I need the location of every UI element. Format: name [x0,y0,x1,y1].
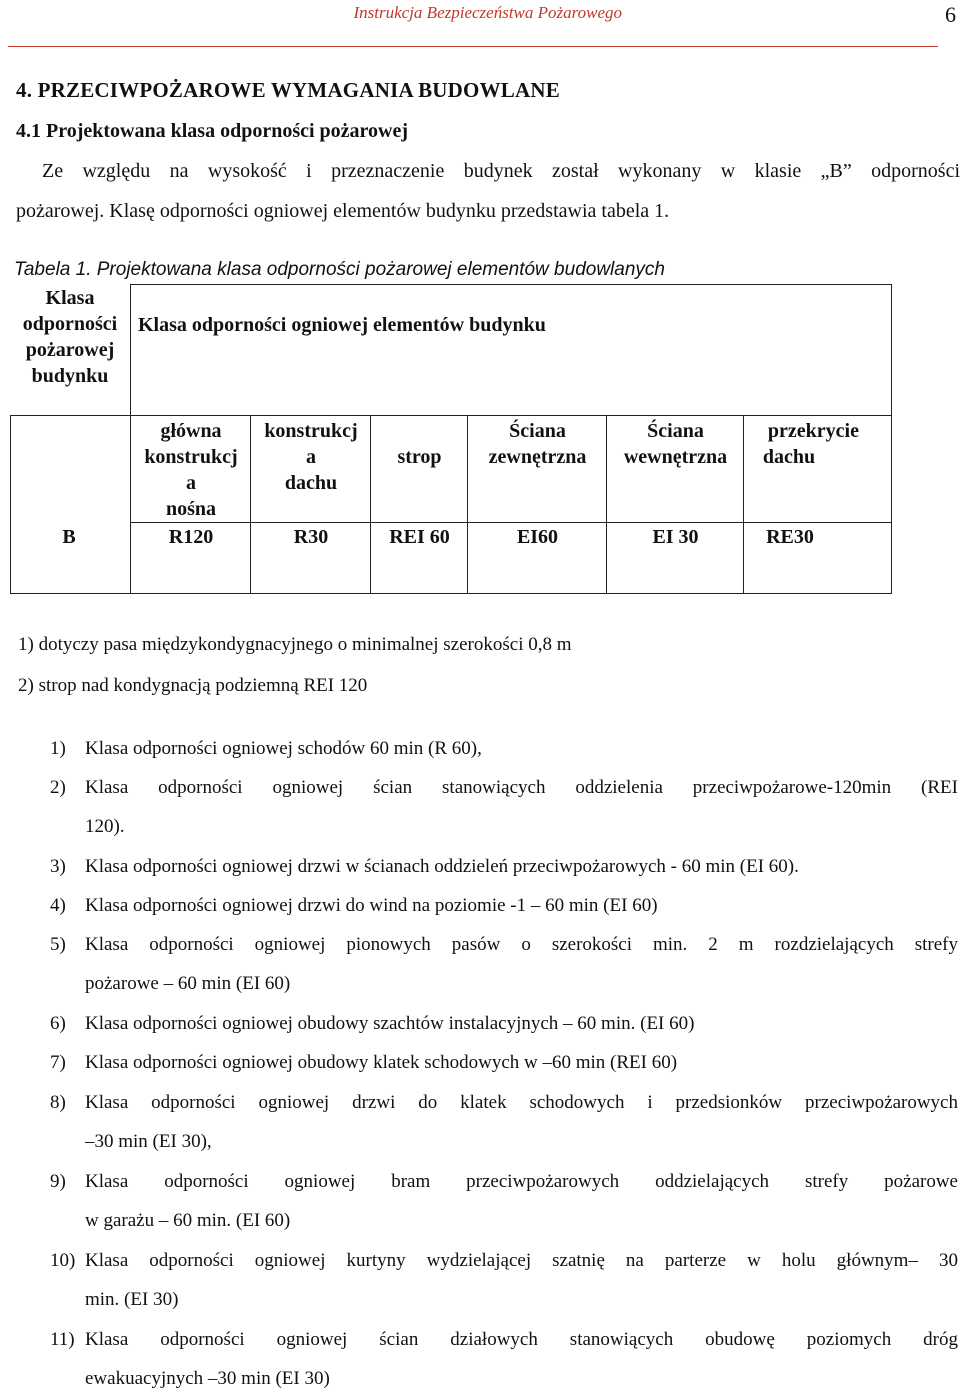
list-number: 4) [50,895,66,916]
list-line: Klasa odporności ogniowej obudowy szachtów instalacyjnych – 60 min. (EI 60) [85,1013,695,1034]
page-number: 6 [945,2,956,27]
list-line: Klasa odporności ogniowej pionowych pasów o szerokości min. 2 m rozdzielających strefy [85,934,958,955]
table-cell: RE30 [766,526,814,548]
page-header [0,0,960,52]
list-item-text [85,1083,958,1161]
column-header-ceiling [372,444,467,470]
table-footnote-1: 1) dotyczy pasa międzykondygnacyjnego o minimalnej szerokości 0,8 m [18,634,572,655]
list-line: pożarowe – 60 min (EI 60) [85,973,291,994]
table-footnote-2: 2) strop nad kondygnacją podziemną REI 120 [18,675,368,696]
header-line: odporności [22,313,118,335]
list-number: 3) [50,856,66,877]
header-line: konstrukcj [144,446,238,468]
header-line: dachu [284,472,338,494]
table-cell: R30 [293,526,329,548]
column-header-roof-covering-line2 [745,444,833,470]
list-item-text [85,768,958,846]
table-col-divider [743,415,744,593]
list-number: 8) [50,1092,66,1113]
table-col-divider [370,415,371,593]
list-line: min. (EI 30) [85,1289,179,1310]
header-line: a [306,446,316,468]
table-cell: EI60 [516,526,559,548]
subsection-heading: 4.1 Projektowana klasa odporności pożarowej [16,120,409,142]
column-header-external-wall [469,418,606,470]
header-line: pożarowej [25,339,115,361]
list-item-text [85,886,958,925]
list-number: 6) [50,1013,66,1034]
table-bottom-border [10,593,892,594]
list-line: Klasa odporności ogniowej drzwi do klatek schodowych i przedsionków przeciwpożarowych [85,1092,958,1113]
table-col-divider [606,415,607,593]
table-header-elements: Klasa odporności ogniowej elementów budynku [138,314,546,336]
header-line: a [186,472,196,494]
column-header-internal-wall [608,418,743,470]
list-number: 5) [50,934,66,955]
list-line: Klasa odporności ogniowej ścian działowych stanowiących obudowę poziomych dróg [85,1329,958,1350]
header-divider [8,46,938,47]
header-line: konstrukcj [264,420,358,442]
table-header-class [12,285,128,389]
document-title: Instrukcja Bezpieczeństwa Pożarowego [353,3,622,22]
table-col-divider [467,415,468,593]
list-item-text [85,847,958,886]
header-line: budynku [31,365,109,387]
list-line: –30 min (EI 30), [85,1131,212,1152]
header-line: Klasa [45,287,95,309]
list-item-text [85,1162,958,1240]
list-item-text [85,1043,958,1082]
list-number: 2) [50,777,66,798]
list-item-text [85,925,958,1003]
list-item-text [85,1241,958,1319]
list-number: 1) [50,738,66,759]
table-cell: EI 30 [652,526,699,548]
list-line: Klasa odporności ogniowej schodów 60 min (R 60), [85,738,482,759]
list-line: Klasa odporności ogniowej obudowy klatek schodowych w –60 min (REI 60) [85,1052,678,1073]
header-line: strop [397,446,442,468]
list-item-text [85,1320,958,1398]
table-caption: Tabela 1. Projektowana klasa odporności pożarowej elementów budowlanych [14,259,665,280]
list-item-text [85,729,958,768]
header-line: dachu [762,446,816,468]
column-header-roof-covering [745,418,859,444]
intro-line-2: pożarowej. Klasę odporności ogniowej elementów budynku przedstawia tabela 1. [16,200,670,222]
table-cell: REI 60 [389,526,450,548]
header-line: przekrycie [767,420,859,442]
header-line: nośna [165,498,217,520]
list-item-text [85,1004,958,1043]
table-header-divider [10,415,892,416]
list-line: Klasa odporności ogniowej drzwi w ścianach oddzieleń przeciwpożarowych - 60 min (EI 60). [85,856,799,877]
section-heading: 4. PRZECIWPOŻAROWE WYMAGANIA BUDOWLANE [16,78,560,102]
list-line: Klasa odporności ogniowej bram przeciwpożarowych oddzielających strefy pożarowe [85,1171,958,1192]
column-header-roof-structure [252,418,370,496]
table-row-divider [130,522,892,523]
header-line: zewnętrzna [488,446,587,468]
header-line: Ściana [509,420,566,442]
list-number: 7) [50,1052,66,1073]
list-line: w garażu – 60 min. (EI 60) [85,1210,291,1231]
list-number: 10) [50,1250,76,1271]
table-right-border [891,284,892,593]
header-line: wewnętrzna [623,446,728,468]
table-col-divider [250,415,251,593]
table-top-border [130,284,892,285]
table-left-border [10,415,11,593]
table-col-divider [130,284,131,593]
header-line: główna [160,420,222,442]
list-line: Klasa odporności ogniowej ścian stanowiących oddzielenia przeciwpożarowe-120min (REI [85,777,958,798]
intro-line-1: Ze względu na wysokość i przeznaczenie budynek został wykonany w klasie „B” odporności [42,160,960,182]
list-number: 11) [50,1329,75,1350]
list-line: Klasa odporności ogniowej drzwi do wind na poziomie -1 – 60 min (EI 60) [85,895,658,916]
list-line: ewakuacyjnych –30 min (EI 30) [85,1368,330,1389]
table-cell: R120 [168,526,214,548]
header-line: Ściana [647,420,704,442]
list-line: 120). [85,816,125,837]
table-cell-class: B [62,526,76,548]
list-number: 9) [50,1171,66,1192]
column-header-main-structure [132,418,250,522]
list-line: Klasa odporności ogniowej kurtyny wydzielającej szatnię na parterze w holu głównym– 30 [85,1250,958,1271]
